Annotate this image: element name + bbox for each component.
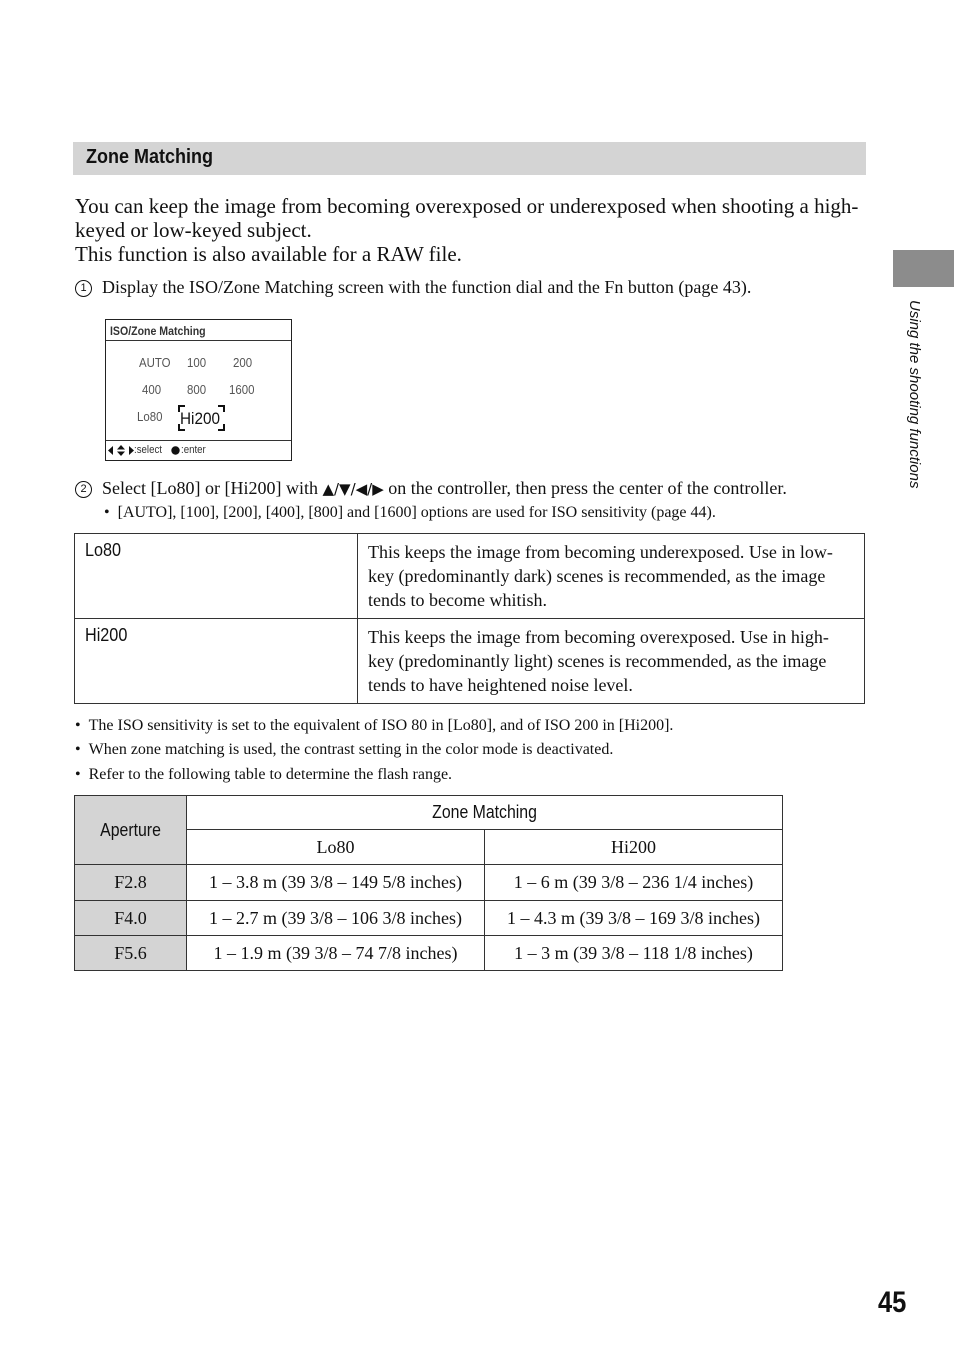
lcd-option-200: 200 [233,355,253,370]
term-cell: Hi200 [75,619,358,704]
chapter-label: Using the shooting functions [906,300,923,489]
controller-arrows-icon [108,445,134,456]
lcd-title: ISO/Zone Matching [106,320,291,341]
note-3: • Refer to the following table to determine the flash range. [75,766,453,783]
center-button-icon [171,446,180,455]
intro-line-1: You can keep the image from becoming overexposed or underexposed when shooting a high-keyed or low-keyed subject. [75,194,859,242]
lcd-option-800: 800 [187,382,207,397]
lo80-header: Lo80 [187,830,485,865]
table-row [75,619,865,704]
hi200-range-cell: 1 – 6 m (39 3/8 – 236 1/4 inches) [485,865,783,901]
iso-zone-matching-screen [105,319,292,461]
step-number-1: 1 [75,280,92,297]
aperture-cell: F4.0 [75,901,187,936]
section-title: Zone Matching [86,146,213,168]
aperture-cell: F5.6 [75,936,187,971]
note-1: • The ISO sensitivity is set to the equivalent of ISO 80 in [Lo80], and of ISO 200 in [Hi200]. [75,717,674,734]
zone-matching-header: Zone Matching [187,796,783,830]
table-row [75,865,783,901]
term-cell: Lo80 [75,534,358,619]
page-number: 45 [878,1286,907,1319]
lcd-footer-select: :select [134,444,162,456]
step-2-note: • [AUTO], [100], [200], [400], [800] and [1600] options are used for ISO sensitivity (page 44). [104,504,716,521]
aperture-cell: F2.8 [75,865,187,901]
lo80-range-cell: 1 – 2.7 m (39 3/8 – 106 3/8 inches) [187,901,485,936]
flash-range-table [74,795,783,971]
lcd-selected-option: Hi200 [178,405,225,431]
lcd-option-1600: 1600 [229,382,255,397]
step-2 [75,477,787,500]
lo80-range-cell: 1 – 3.8 m (39 3/8 – 149 5/8 inches) [187,865,485,901]
controller-arrows: ▲/▼/◀/▶ [322,480,384,498]
step-2-text-a: Select [Lo80] or [Hi200] with [102,478,323,498]
step-1 [75,276,751,298]
hi200-range-cell: 1 – 3 m (39 3/8 – 118 1/8 inches) [485,936,783,971]
intro-text [75,194,865,266]
chapter-tab [893,250,954,287]
definition-cell: This keeps the image from becoming overexposed. Use in high-key (predominantly light) scenes is recommended, as the image tends to have heightened noise level. [358,619,865,704]
section-header [73,142,866,175]
step-1-text: Display the ISO/Zone Matching screen with the function dial and the Fn button (page 43). [102,277,752,297]
lcd-option-lo80: Lo80 [137,409,163,424]
lo80-range-cell: 1 – 1.9 m (39 3/8 – 74 7/8 inches) [187,936,485,971]
lcd-option-400: 400 [142,382,162,397]
lcd-option-auto: AUTO [139,355,171,370]
intro-line-2: This function is also available for a RAW file. [75,242,462,266]
table-row [75,936,783,971]
zone-matching-description-table [74,533,865,704]
aperture-header: Aperture [75,796,187,865]
lcd-option-100: 100 [187,355,207,370]
step-2-text-b: on the controller, then press the center of the controller. [383,478,787,498]
table-row [75,534,865,619]
lcd-footer-enter: :enter [181,444,206,456]
lcd-footer [106,440,291,460]
table-row [75,901,783,936]
hi200-header: Hi200 [485,830,783,865]
definition-cell: This keeps the image from becoming underexposed. Use in low-key (predominantly dark) scenes is recommended, as the image tends to become whitish. [358,534,865,619]
note-2: • When zone matching is used, the contrast setting in the color mode is deactivated. [75,741,614,758]
step-number-2: 2 [75,481,92,498]
hi200-range-cell: 1 – 4.3 m (39 3/8 – 169 3/8 inches) [485,901,783,936]
